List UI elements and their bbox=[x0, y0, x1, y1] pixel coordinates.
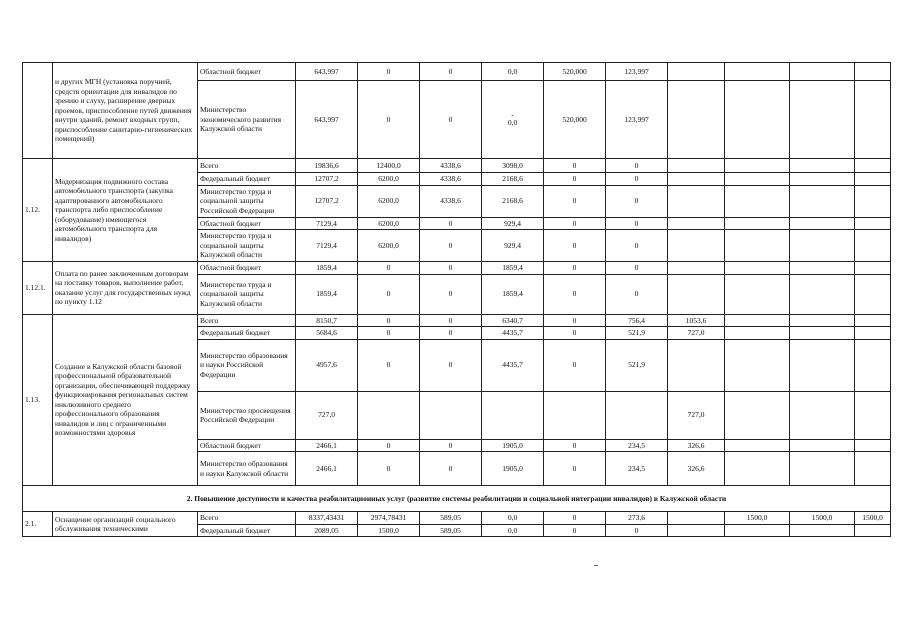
empty-cell bbox=[855, 262, 891, 275]
budget-table bbox=[22, 62, 891, 537]
empty-cell bbox=[668, 173, 725, 186]
value-cell: 0 bbox=[606, 217, 668, 230]
budget-table-sheet bbox=[22, 62, 890, 537]
value-cell: 0 bbox=[544, 524, 606, 537]
value-cell: 0 bbox=[606, 262, 668, 275]
funding-source: Федеральный бюджет bbox=[198, 524, 296, 537]
measure-description: Оснащение организаций социального обслуживания техническими bbox=[53, 512, 198, 537]
funding-source: Всего bbox=[198, 314, 296, 327]
value-cell: 326,6 bbox=[668, 452, 725, 486]
empty-cell bbox=[855, 452, 891, 486]
value-cell: 12707,2 bbox=[296, 185, 358, 217]
row-number: 1.12. bbox=[23, 159, 53, 262]
value-cell bbox=[668, 512, 725, 525]
empty-cell bbox=[790, 185, 855, 217]
value-cell: 2168,6 bbox=[482, 173, 544, 186]
value-cell: 19836,6 bbox=[296, 159, 358, 173]
value-cell: 0 bbox=[544, 262, 606, 275]
empty-cell bbox=[790, 439, 855, 452]
value-cell: 12400,0 bbox=[358, 159, 420, 173]
value-cell: 2168,6 bbox=[482, 185, 544, 217]
empty-cell bbox=[725, 185, 790, 217]
empty-cell bbox=[855, 185, 891, 217]
empty-cell bbox=[855, 274, 891, 314]
measure-description: Оплата по ранее заключенным договорам на поставку товаров, выполнение работ, оказание услуг для государственных нужд по пункту 1.12 bbox=[53, 262, 198, 315]
value-cell: 0 bbox=[544, 512, 606, 525]
empty-cell bbox=[725, 173, 790, 186]
value-cell: 0 bbox=[420, 314, 482, 327]
value-cell: 0 bbox=[358, 439, 420, 452]
value-cell bbox=[668, 339, 725, 391]
value-cell bbox=[358, 391, 420, 439]
empty-cell bbox=[790, 262, 855, 275]
value-cell: 2466,1 bbox=[296, 452, 358, 486]
funding-source: Областной бюджет bbox=[198, 217, 296, 230]
empty-cell bbox=[668, 81, 725, 159]
measure-description: и других МГН (установка поручней, средств ориентации для инвалидов по зрению и слуху, расширение дверных проемов, приспособление путей движения внутри зданий, ремонт входных групп, приспособление санитарно-гигиенических помещений) bbox=[53, 63, 198, 159]
empty-cell bbox=[725, 327, 790, 340]
table-row bbox=[23, 159, 891, 173]
value-cell: 0 bbox=[544, 230, 606, 262]
value-cell: 234,5 bbox=[606, 452, 668, 486]
empty-cell bbox=[725, 314, 790, 327]
empty-cell bbox=[790, 173, 855, 186]
empty-cell bbox=[668, 159, 725, 173]
empty-cell bbox=[855, 314, 891, 327]
value-cell: 1859,4 bbox=[482, 262, 544, 275]
value-cell: 0 bbox=[420, 262, 482, 275]
measure-description: Модернизация подвижного состава автомобильного транспорта (закупка адаптированного автомобильного транспорта либо приспособление (оборудование) имеющегося автомобильного транспорта для инвалидов) bbox=[53, 159, 198, 262]
funding-source: Министерство труда и социальной защиты Российской Федерации bbox=[198, 185, 296, 217]
row-number: 2.1. bbox=[23, 512, 53, 537]
scan-speck bbox=[594, 565, 598, 566]
funding-source: Всего bbox=[198, 159, 296, 173]
empty-cell bbox=[790, 217, 855, 230]
value-cell: 0 bbox=[544, 159, 606, 173]
value-cell: 589,05 bbox=[420, 512, 482, 525]
value-cell: 0 bbox=[544, 173, 606, 186]
value-cell: 0 bbox=[358, 262, 420, 275]
value-cell: 0 bbox=[358, 339, 420, 391]
value-cell: 1500,0 bbox=[725, 512, 790, 525]
value-cell: 5684,6 bbox=[296, 327, 358, 340]
value-cell: 0 bbox=[420, 63, 482, 81]
section-title: 2. Повышение доступности и качества реабилитационных услуг (развитие системы реабилитации и социальной интеграции инвалидов) в Калужской области bbox=[23, 486, 891, 512]
value-cell: 0 bbox=[420, 452, 482, 486]
value-cell: 1053,6 bbox=[668, 314, 725, 327]
empty-cell bbox=[855, 327, 891, 340]
value-cell: 3098,0 bbox=[482, 159, 544, 173]
empty-cell bbox=[725, 81, 790, 159]
value-cell: 0 bbox=[606, 173, 668, 186]
value-cell bbox=[855, 524, 891, 537]
empty-cell bbox=[855, 173, 891, 186]
empty-cell bbox=[725, 339, 790, 391]
value-cell: 0 bbox=[544, 452, 606, 486]
value-cell: 4435,7 bbox=[482, 339, 544, 391]
value-cell: 123,997 bbox=[606, 81, 668, 159]
value-cell bbox=[482, 81, 544, 159]
empty-cell bbox=[668, 274, 725, 314]
value-cell: 0 bbox=[420, 339, 482, 391]
empty-cell bbox=[790, 339, 855, 391]
value-cell: 6200,0 bbox=[358, 173, 420, 186]
empty-cell bbox=[855, 63, 891, 81]
value-cell: 7129,4 bbox=[296, 230, 358, 262]
empty-cell bbox=[725, 63, 790, 81]
row-number: 1.13. bbox=[23, 314, 53, 486]
funding-source: Областной бюджет bbox=[198, 262, 296, 275]
value-cell: 123,997 bbox=[606, 63, 668, 81]
empty-cell bbox=[790, 391, 855, 439]
value-cell: 929,4 bbox=[482, 217, 544, 230]
empty-cell bbox=[725, 217, 790, 230]
row-number: 1.12.1. bbox=[23, 262, 53, 315]
row-number-cell bbox=[23, 63, 53, 159]
value-cell: 0 bbox=[420, 81, 482, 159]
value-cell: 0 bbox=[420, 327, 482, 340]
empty-cell bbox=[668, 185, 725, 217]
value-cell bbox=[544, 391, 606, 439]
value-cell: 2974,78431 bbox=[358, 512, 420, 525]
value-cell: 0 bbox=[420, 217, 482, 230]
value-cell: 234,5 bbox=[606, 439, 668, 452]
funding-source: Министерство образования и науки Калужской области bbox=[198, 452, 296, 486]
value-cell: 1500,0 bbox=[790, 512, 855, 525]
value-cell: 0 bbox=[544, 327, 606, 340]
value-cell: 0 bbox=[544, 439, 606, 452]
empty-cell bbox=[790, 314, 855, 327]
table-row bbox=[23, 486, 891, 512]
value-cell: 4435,7 bbox=[482, 327, 544, 340]
value-cell: 0,0 bbox=[482, 512, 544, 525]
value-cell: 273,6 bbox=[606, 512, 668, 525]
value-cell: 521,9 bbox=[606, 327, 668, 340]
funding-source: Министерство просвещения Российской Федерации bbox=[198, 391, 296, 439]
value-cell: 0 bbox=[420, 439, 482, 452]
value-cell: 6200,0 bbox=[358, 230, 420, 262]
value-cell: 6340,7 bbox=[482, 314, 544, 327]
value-cell: 0 bbox=[544, 185, 606, 217]
value-cell: 0 bbox=[606, 230, 668, 262]
empty-cell bbox=[790, 274, 855, 314]
empty-cell bbox=[668, 262, 725, 275]
value-cell: 727,0 bbox=[668, 391, 725, 439]
value-cell: 8150,7 bbox=[296, 314, 358, 327]
value-cell bbox=[790, 524, 855, 537]
value-cell: 0 bbox=[606, 185, 668, 217]
value-cell: 1500,0 bbox=[855, 512, 891, 525]
funding-source: Всего bbox=[198, 512, 296, 525]
value-cell: 0 bbox=[606, 524, 668, 537]
value-cell: 643,997 bbox=[296, 81, 358, 159]
value-cell: 727,0 bbox=[668, 327, 725, 340]
empty-cell bbox=[855, 81, 891, 159]
value-cell bbox=[482, 391, 544, 439]
value-cell: 589,05 bbox=[420, 524, 482, 537]
value-cell: 326,6 bbox=[668, 439, 725, 452]
funding-source: Министерство экономического развития Калужской области bbox=[198, 81, 296, 159]
value-cell: 0 bbox=[544, 339, 606, 391]
empty-cell bbox=[855, 339, 891, 391]
empty-cell bbox=[855, 159, 891, 173]
funding-source: Федеральный бюджет bbox=[198, 173, 296, 186]
empty-cell bbox=[725, 452, 790, 486]
value-cell: 0 bbox=[544, 217, 606, 230]
value-cell: 0 bbox=[606, 159, 668, 173]
value-cell: 520,000 bbox=[544, 81, 606, 159]
value-cell bbox=[668, 524, 725, 537]
empty-cell bbox=[790, 63, 855, 81]
funding-source: Областной бюджет bbox=[198, 63, 296, 81]
value-cell: 1859,4 bbox=[296, 262, 358, 275]
value-cell: 643,997 bbox=[296, 63, 358, 81]
value-cell: 1905,0 bbox=[482, 439, 544, 452]
table-row bbox=[23, 63, 891, 81]
value-text: 0,0 bbox=[507, 117, 518, 127]
value-cell: 521,9 bbox=[606, 339, 668, 391]
funding-source: Министерство труда и социальной защиты Калужской области bbox=[198, 230, 296, 262]
empty-cell bbox=[790, 159, 855, 173]
value-cell bbox=[420, 391, 482, 439]
value-cell: 0 bbox=[420, 274, 482, 314]
empty-cell bbox=[855, 230, 891, 262]
empty-cell bbox=[668, 230, 725, 262]
dash-mark: - bbox=[511, 109, 514, 119]
empty-cell bbox=[790, 327, 855, 340]
value-cell: 0 bbox=[420, 230, 482, 262]
empty-cell bbox=[790, 230, 855, 262]
value-cell: 8337,43431 bbox=[296, 512, 358, 525]
measure-description: Создание в Калужской области базовой профессиональной образовательной организации, обеспечивающей поддержку функционирования региональных систем инклюзивного среднего профессионального образования инвалидов и лиц с ограниченными возможностями здоровья bbox=[53, 314, 198, 486]
empty-cell bbox=[790, 81, 855, 159]
funding-source: Министерство образования и науки Российской Федерации bbox=[198, 339, 296, 391]
value-cell bbox=[725, 524, 790, 537]
value-cell: 0 bbox=[358, 327, 420, 340]
value-cell: 0 bbox=[358, 452, 420, 486]
value-cell: 1500,0 bbox=[358, 524, 420, 537]
value-cell: 1905,0 bbox=[482, 452, 544, 486]
value-cell: 4957,6 bbox=[296, 339, 358, 391]
empty-cell bbox=[855, 439, 891, 452]
empty-cell bbox=[725, 230, 790, 262]
value-cell: 2466,1 bbox=[296, 439, 358, 452]
funding-source: Федеральный бюджет bbox=[198, 327, 296, 340]
value-cell: 756,4 bbox=[606, 314, 668, 327]
value-cell: 520,000 bbox=[544, 63, 606, 81]
empty-cell bbox=[855, 391, 891, 439]
value-cell: 0 bbox=[358, 314, 420, 327]
value-cell: 0 bbox=[544, 314, 606, 327]
value-cell: 12707,2 bbox=[296, 173, 358, 186]
empty-cell bbox=[668, 63, 725, 81]
table-row bbox=[23, 314, 891, 327]
value-cell: 4338,6 bbox=[420, 185, 482, 217]
value-cell: 1859,4 bbox=[296, 274, 358, 314]
value-cell: 1859,4 bbox=[482, 274, 544, 314]
empty-cell bbox=[725, 262, 790, 275]
value-cell: 4338,6 bbox=[420, 159, 482, 173]
value-cell: 0 bbox=[606, 274, 668, 314]
empty-cell bbox=[855, 217, 891, 230]
value-cell: 727,0 bbox=[296, 391, 358, 439]
value-cell bbox=[606, 391, 668, 439]
empty-cell bbox=[725, 439, 790, 452]
value-cell: 6200,0 bbox=[358, 217, 420, 230]
value-cell: 929,4 bbox=[482, 230, 544, 262]
value-cell: 0,0 bbox=[482, 524, 544, 537]
value-cell: 0 bbox=[358, 274, 420, 314]
funding-source: Областной бюджет bbox=[198, 439, 296, 452]
value-cell: 0,0 bbox=[482, 63, 544, 81]
empty-cell bbox=[668, 217, 725, 230]
empty-cell bbox=[725, 274, 790, 314]
empty-cell bbox=[790, 452, 855, 486]
value-cell: 4338,6 bbox=[420, 173, 482, 186]
value-cell: 7129,4 bbox=[296, 217, 358, 230]
table-row bbox=[23, 262, 891, 275]
empty-cell bbox=[725, 391, 790, 439]
value-cell: 2089,05 bbox=[296, 524, 358, 537]
empty-cell bbox=[725, 159, 790, 173]
table-row bbox=[23, 512, 891, 525]
value-cell: 6200,0 bbox=[358, 185, 420, 217]
funding-source: Министерство труда и социальной защиты Калужской области bbox=[198, 274, 296, 314]
value-cell: 0 bbox=[544, 274, 606, 314]
value-cell: 0 bbox=[358, 81, 420, 159]
value-cell: 0 bbox=[358, 63, 420, 81]
